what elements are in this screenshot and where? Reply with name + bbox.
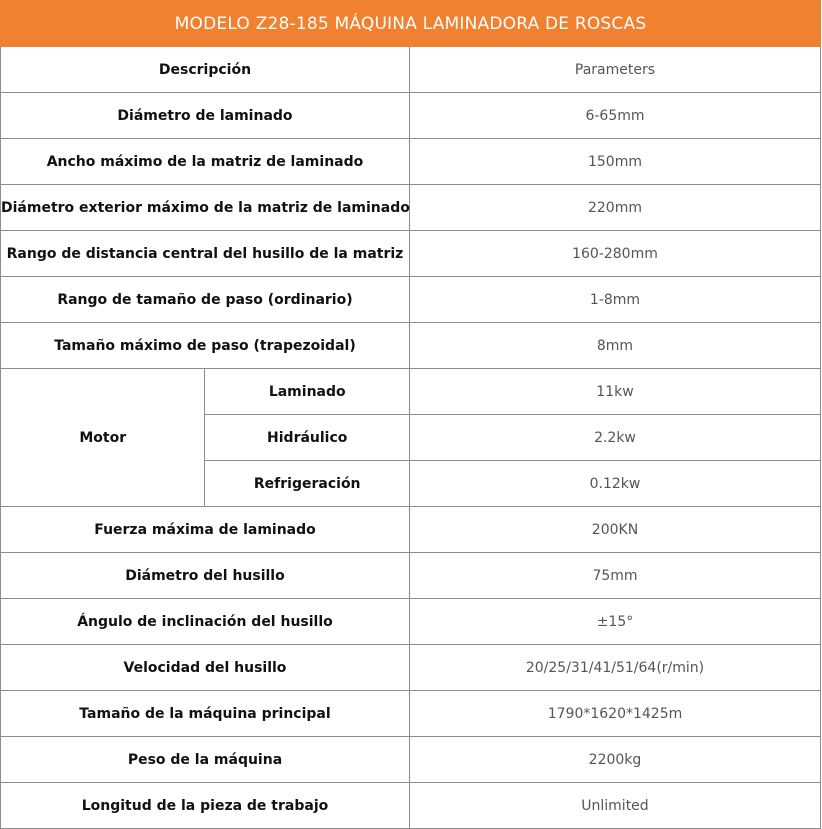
row-label: Rango de tamaño de paso (ordinario) bbox=[1, 277, 410, 323]
row-label: Peso de la máquina bbox=[1, 737, 410, 783]
table-row bbox=[1, 645, 821, 691]
table-row bbox=[1, 323, 821, 369]
row-value: 2200kg bbox=[409, 737, 820, 783]
motor-item-label: Hidráulico bbox=[205, 415, 409, 461]
title-row bbox=[1, 1, 821, 47]
table-row bbox=[1, 231, 821, 277]
row-value: 220mm bbox=[409, 185, 820, 231]
table-row bbox=[1, 93, 821, 139]
motor-item-value: 2.2kw bbox=[409, 415, 820, 461]
row-label: Diámetro del husillo bbox=[1, 553, 410, 599]
header-row bbox=[1, 47, 821, 93]
row-value: 200KN bbox=[409, 507, 820, 553]
row-value: 75mm bbox=[409, 553, 820, 599]
row-label: Tamaño de la máquina principal bbox=[1, 691, 410, 737]
row-value: 6-65mm bbox=[409, 93, 820, 139]
row-label: Rango de distancia central del husillo de la matriz bbox=[1, 231, 410, 277]
table-row bbox=[1, 737, 821, 783]
row-value: 160-280mm bbox=[409, 231, 820, 277]
row-value: 150mm bbox=[409, 139, 820, 185]
table-row bbox=[1, 599, 821, 645]
motor-group-label: Motor bbox=[1, 369, 205, 507]
row-value: ±15° bbox=[409, 599, 820, 645]
row-value: 1790*1620*1425m bbox=[409, 691, 820, 737]
row-label: Longitud de la pieza de trabajo bbox=[1, 783, 410, 829]
table-row bbox=[1, 185, 821, 231]
table-row bbox=[1, 691, 821, 737]
row-value: 8mm bbox=[409, 323, 820, 369]
table-row bbox=[1, 277, 821, 323]
row-value: 1-8mm bbox=[409, 277, 820, 323]
row-label: Diámetro de laminado bbox=[1, 93, 410, 139]
motor-item-value: 0.12kw bbox=[409, 461, 820, 507]
table-row bbox=[1, 139, 821, 185]
table-row bbox=[1, 553, 821, 599]
row-value: 20/25/31/41/51/64(r/min) bbox=[409, 645, 820, 691]
header-label: Descripción bbox=[1, 47, 410, 93]
table-title: MODELO Z28-185 MÁQUINA LAMINADORA DE ROSCAS bbox=[1, 1, 821, 47]
row-value: Unlimited bbox=[409, 783, 820, 829]
motor-item-label: Refrigeración bbox=[205, 461, 409, 507]
row-label: Diámetro exterior máximo de la matriz de laminado bbox=[1, 185, 410, 231]
motor-item-value: 11kw bbox=[409, 369, 820, 415]
motor-item-label: Laminado bbox=[205, 369, 409, 415]
table-row bbox=[1, 507, 821, 553]
row-label: Ángulo de inclinación del husillo bbox=[1, 599, 410, 645]
row-label: Velocidad del husillo bbox=[1, 645, 410, 691]
row-label: Ancho máximo de la matriz de laminado bbox=[1, 139, 410, 185]
table-row bbox=[1, 783, 821, 829]
header-value: Parameters bbox=[409, 47, 820, 93]
row-label: Fuerza máxima de laminado bbox=[1, 507, 410, 553]
motor-row bbox=[1, 369, 821, 415]
row-label: Tamaño máximo de paso (trapezoidal) bbox=[1, 323, 410, 369]
